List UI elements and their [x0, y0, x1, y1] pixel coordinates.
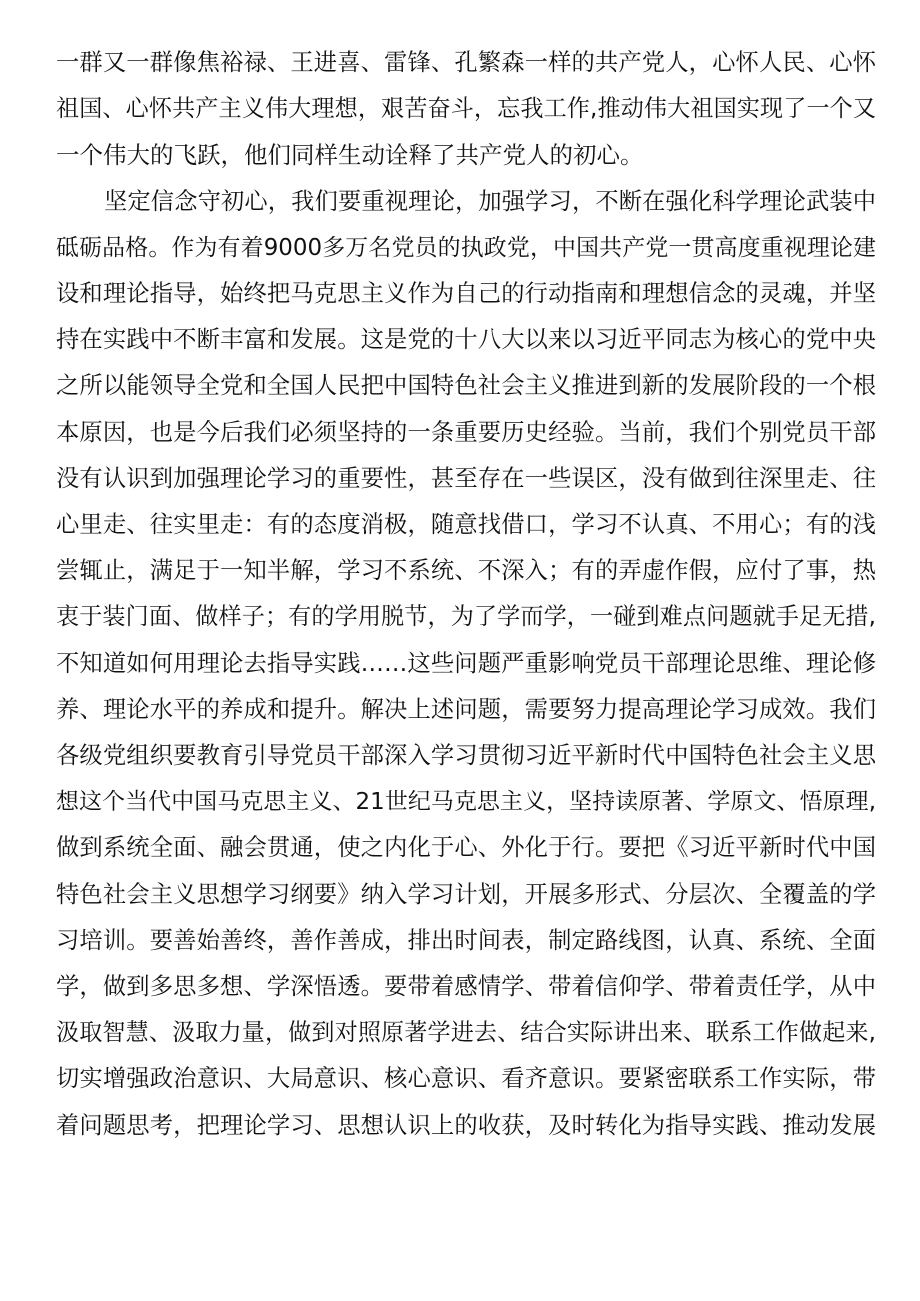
text-line: 没有认识到加强理论学习的重要性，甚至存在一些误区，没有做到往深里走、往	[56, 464, 876, 492]
text-line: 一个伟大的飞跃，他们同样生动诠释了共产党人的初心。	[56, 141, 644, 170]
text-line: 心里走、往实里走：有的态度消极，随意找借口，学习不认真、不用心；有的浅	[56, 511, 876, 539]
paragraph-2	[56, 179, 876, 1149]
text-line: 养、理论水平的养成和提升。解决上述问题，需要努力提高理论学习成效。我们	[56, 695, 876, 723]
text-line: 切实增强政治意识、大局意识、核心意识、看齐意识。要紧密联系工作实际，带	[56, 1065, 876, 1093]
text-line: 汲取智慧、汲取力量，做到对照原著学进去、结合实际讲出来、联系工作做起来,	[56, 1020, 876, 1047]
text-line: 做到系统全面、融会贯通，使之内化于心、外化于行。要把《习近平新时代中国	[56, 834, 876, 862]
paragraph-1	[56, 40, 876, 179]
text-line: 各级党组织要教育引导党员干部深入学习贯彻习近平新时代中国特色社会主义思	[56, 742, 876, 770]
body-text	[56, 40, 876, 1149]
text-line: 学，做到多思多想、学深悟透。要带着感情学、带着信仰学、带着责任学，从中	[56, 973, 876, 1001]
text-line: 想这个当代中国马克思主义、21世纪马克思主义，坚持读原著、学原文、悟原理,	[56, 789, 876, 816]
text-line: 衷于装门面、做样子；有的学用脱节，为了学而学，一碰到难点问题就手足无措,	[56, 604, 876, 631]
text-line: 持在实践中不断丰富和发展。这是党的十八大以来以习近平同志为核心的党中央	[56, 326, 876, 354]
text-line: 不知道如何用理论去指导实践……这些问题严重影响党员干部理论思维、理论修	[56, 649, 876, 677]
text-line: 砥砺品格。作为有着9000多万名党员的执政党，中国共产党一贯高度重视理论建	[56, 234, 876, 261]
text-line: 设和理论指导，始终把马克思主义作为自己的行动指南和理想信念的灵魂，并坚	[56, 280, 876, 308]
text-line: 一群又一群像焦裕禄、王进喜、雷锋、孔繁森一样的共产党人，心怀人民、心怀	[56, 49, 876, 76]
text-line: 特色社会主义思想学习纲要》纳入学习计划，开展多形式、分层次、全覆盖的学	[56, 880, 876, 908]
text-line: 之所以能领导全党和全国人民把中国特色社会主义推进到新的发展阶段的一个根	[56, 372, 876, 400]
text-line: 坚定信念守初心，我们要重视理论，加强学习，不断在强化科学理论武装中	[104, 187, 876, 215]
text-line: 习培训。要善始善终，善作善成，排出时间表，制定路线图，认真、系统、全面	[56, 926, 876, 954]
text-line: 着问题思考，把理论学习、思想认识上的收获，及时转化为指导实践、推动发展	[56, 1111, 876, 1139]
text-line: 尝辄止，满足于一知半解，学习不系统、不深入；有的弄虚作假，应付了事，热	[56, 557, 876, 585]
text-line: 本原因，也是今后我们必须坚持的一条重要历史经验。当前，我们个别党员干部	[56, 418, 876, 446]
text-line: 祖国、心怀共产主义伟大理想，艰苦奋斗，忘我工作,推动伟大祖国实现了一个又	[56, 96, 876, 123]
